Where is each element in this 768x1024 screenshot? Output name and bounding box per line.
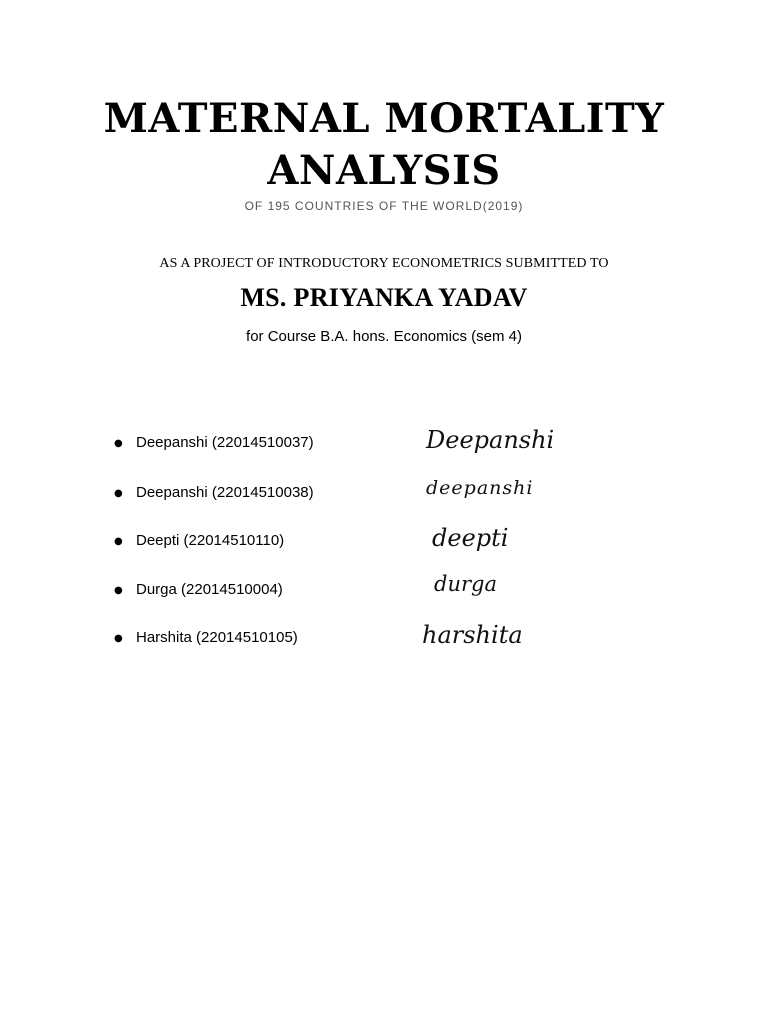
member-name: Deepti (22014510110): [136, 532, 285, 549]
bullet-icon: ●: [114, 633, 123, 644]
member-name: Harshita (22014510105): [136, 629, 298, 646]
document-subtitle: OF 195 COUNTRIES OF THE WORLD(2019): [244, 199, 524, 213]
member-item: [0, 524, 768, 568]
document-title-line-1: MATERNAL MORTALITY: [103, 95, 665, 142]
member-item: [0, 572, 768, 617]
bullet-icon: ●: [114, 585, 123, 596]
signature-image: [420, 418, 555, 458]
signature-text: Deepanshi: [426, 426, 555, 454]
signature-image: [420, 565, 540, 605]
signature-text: deepti: [432, 524, 509, 552]
course-line: for Course B.A. hons. Economics (sem 4): [246, 328, 522, 345]
document-title-line-2: ANALYSIS: [267, 147, 501, 194]
bullet-icon: ●: [114, 536, 123, 547]
member-item: [0, 477, 768, 520]
signature-image: [420, 516, 540, 556]
signature-text: deepanshi: [426, 477, 534, 499]
signature-text: durga: [434, 572, 497, 596]
member-name: Durga (22014510004): [136, 581, 283, 598]
recipient-name: MS. PRIYANKA YADAV: [240, 283, 528, 312]
bullet-icon: ●: [114, 438, 123, 449]
member-item: [0, 426, 768, 470]
member-item: [0, 621, 768, 665]
submitted-to-line: AS A PROJECT OF INTRODUCTORY ECONOMETRICS SUBMITTED TO: [159, 256, 609, 271]
bullet-icon: ●: [114, 488, 123, 499]
signature-image: [420, 468, 540, 508]
signature-text: harshita: [422, 621, 523, 649]
signature-image: [420, 613, 540, 653]
member-name: Deepanshi (22014510037): [136, 434, 314, 451]
member-name: Deepanshi (22014510038): [136, 484, 314, 501]
